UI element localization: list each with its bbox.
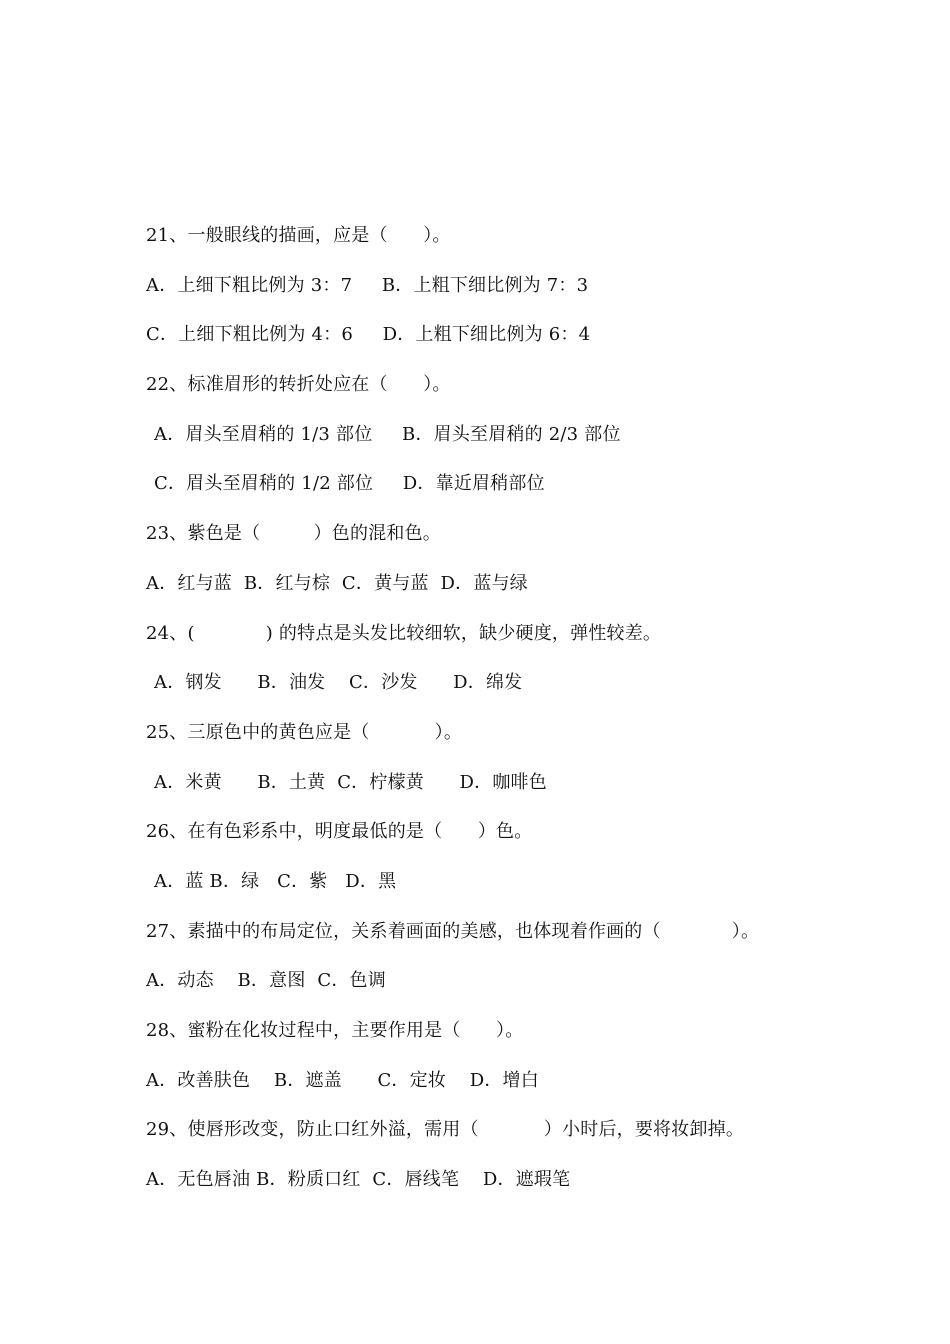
question-27-stem: 27、素描中的布局定位，关系着画面的美感，也体现着作画的（ ）。 [146, 920, 760, 942]
question-21-stem: 21、一般眼线的描画，应是（ ）。 [146, 225, 451, 246]
question-23-stem: 23、紫色是（ ）色的混和色。 [146, 523, 441, 545]
question-22-stem: 22、标准眉形的转折处应在（ ）。 [146, 374, 451, 396]
question-22-options-row-1: A．眉头至眉稍的 1/3 部位 B．眉头至眉稍的 2/3 部位 [154, 423, 621, 445]
question-26-stem: 26、在有色彩系中，明度最低的是（ ）色。 [146, 821, 533, 843]
question-21-options-row-1: A．上细下粗比例为 3：7 B．上粗下细比例为 7：3 [146, 274, 589, 296]
question-28-stem: 28、蜜粉在化妆过程中，主要作用是（ ）。 [146, 1020, 524, 1041]
question-24-options: A．钢发 B．油发 C．沙发 D．绵发 [154, 672, 523, 694]
question-21-options-row-2: C．上细下粗比例为 4：6 D．上粗下细比例为 6：4 [146, 324, 591, 346]
question-22-options-row-2: C．眉头至眉稍的 1/2 部位 D．靠近眉稍部位 [154, 473, 545, 495]
question-25-stem: 25、三原色中的黄色应是（ ）。 [146, 721, 463, 743]
question-26-options: A．蓝 B．绿 C．紫 D．黑 [154, 870, 397, 892]
question-28-options: A．改善肤色 B．遮盖 C．定妆 D．增白 [146, 1069, 539, 1091]
question-29-stem: 29、使唇形改变，防止口红外溢，需用（ ）小时后，要将妆卸掉。 [146, 1119, 745, 1141]
question-27-options: A．动态 B．意图 C．色调 [146, 970, 386, 992]
question-list [146, 222, 906, 1216]
question-23-options: A．红与蓝 B．红与棕 C．黄与蓝 D．蓝与绿 [146, 572, 528, 594]
question-29-options: A．无色唇油 B．粉质口红 C．唇线笔 D．遮瑕笔 [146, 1169, 571, 1191]
question-25-options: A．米黄 B．土黄 C．柠檬黄 D．咖啡色 [154, 771, 547, 793]
question-24-stem: 24、( ) 的特点是头发比较细软，缺少硬度，弹性较差。 [146, 622, 662, 644]
